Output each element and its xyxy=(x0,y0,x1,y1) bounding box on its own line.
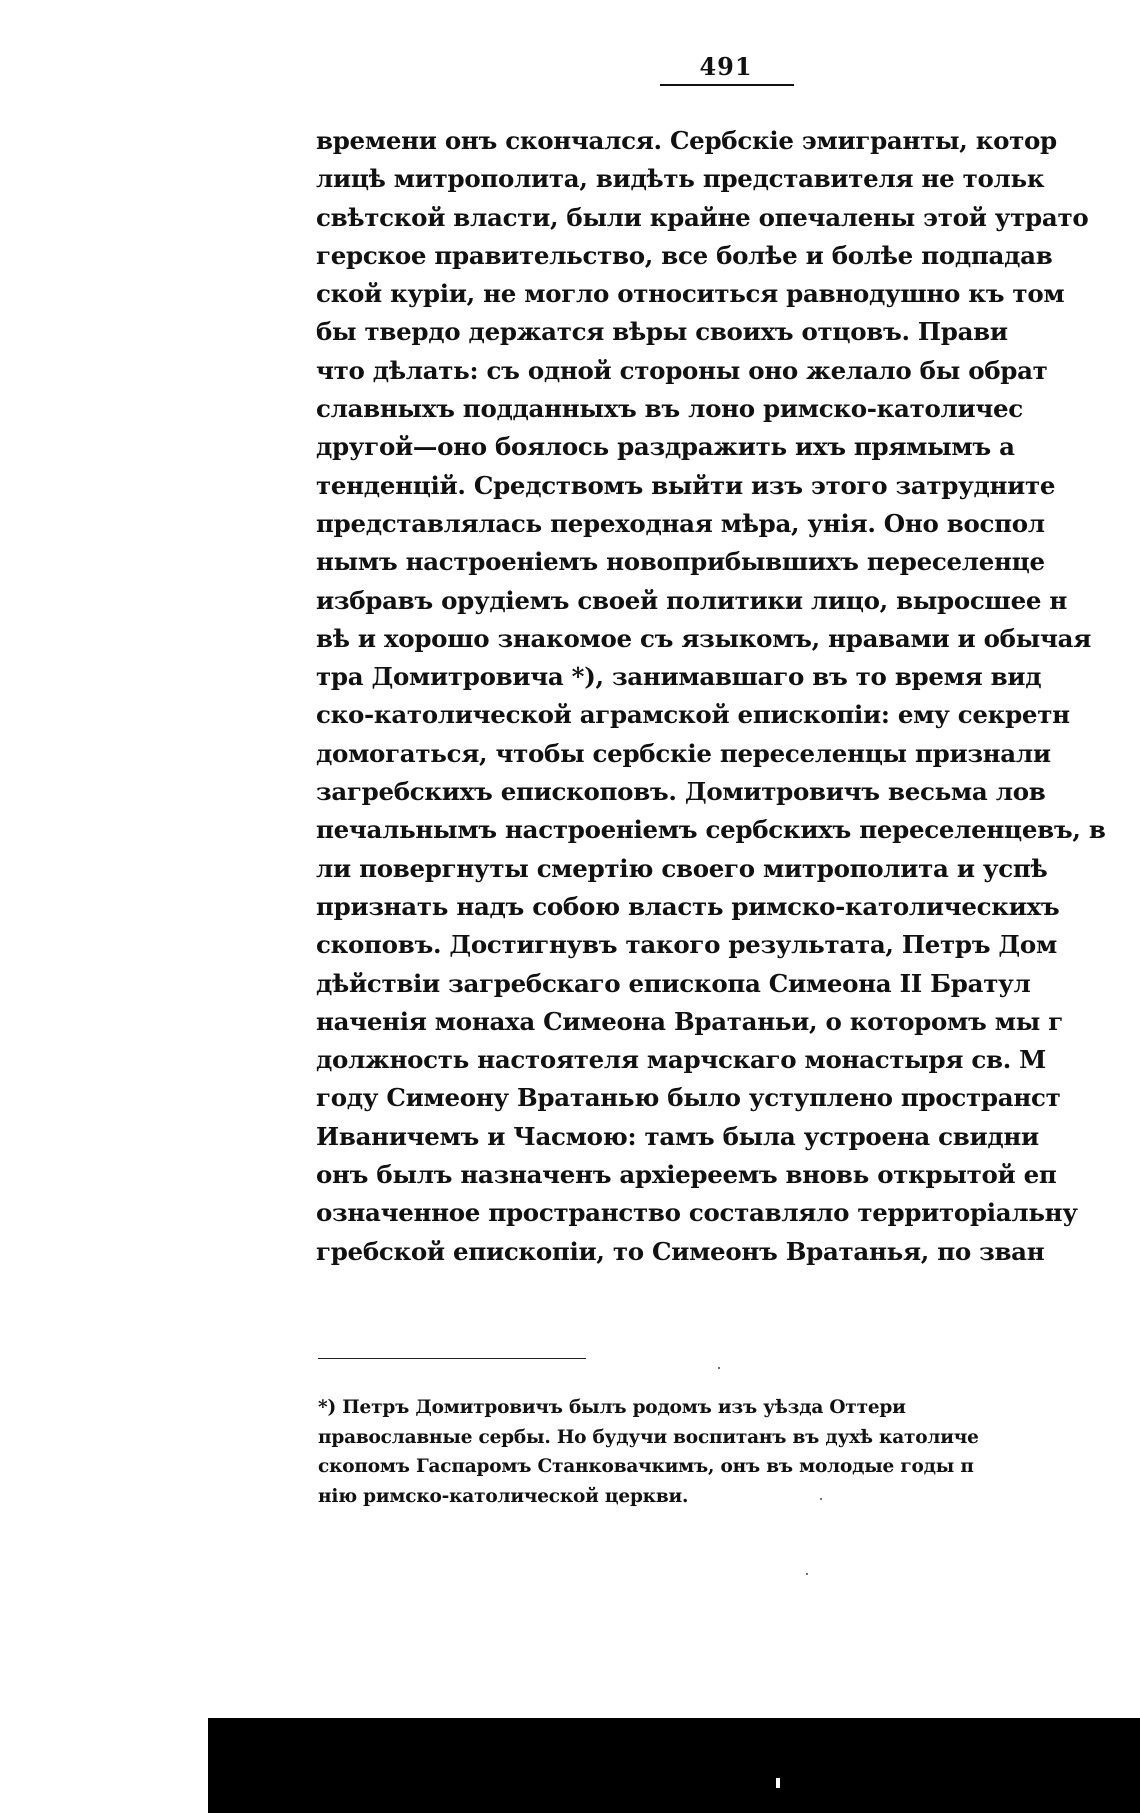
text-line: ской куріи, не могло относиться равнодушно къ том xyxy=(316,279,1065,309)
text-line: ли повергнуты смертію своего митрополита и успѣ xyxy=(316,853,1048,883)
text-line: другой—оно боялось раздражить ихъ прямымъ а xyxy=(316,432,1015,462)
page-number: 491 xyxy=(699,52,753,81)
scan-dust-speck xyxy=(820,1498,822,1500)
scan-dark-edge xyxy=(208,1718,1140,1813)
text-line: признать надъ собою власть римско-католическихъ xyxy=(316,891,1060,921)
page-number-underline xyxy=(660,84,794,86)
footnote-line: *) Петръ Домитровичъ былъ родомъ изъ уѣзда Оттери xyxy=(318,1397,906,1418)
text-line: онъ былъ назначенъ архіереемъ вновь открытой еп xyxy=(316,1160,1057,1190)
text-line: печальнымъ настроеніемъ сербскихъ переселенцевъ, в xyxy=(316,815,1106,845)
text-line: что дѣлать: съ одной стороны оно желало бы обрат xyxy=(316,355,1048,385)
text-line: тенденцій. Средствомъ выйти изъ этого затрудните xyxy=(316,470,1056,500)
text-line: Иваничемъ и Часмою: тамъ была устроена свидни xyxy=(316,1121,1039,1151)
text-line: тра Домитровича *), занимавшаго въ то время вид xyxy=(316,662,1042,692)
text-line: герское правительство, все болѣе и болѣе подпадав xyxy=(316,240,1053,270)
footnote-line: православные сербы. Но будучи воспитанъ въ духѣ католиче xyxy=(318,1426,979,1448)
scan-dust-speck xyxy=(718,1367,720,1369)
text-line: домогаться, чтобы сербскіе переселенцы признали xyxy=(316,738,1051,768)
text-line: загребскихъ епископовъ. Домитровичъ весьма лов xyxy=(316,777,1046,807)
main-text-block xyxy=(316,122,1106,1332)
text-line: времени онъ скончался. Сербскіе эмигранты, котор xyxy=(316,126,1057,155)
text-line: должность настоятеля марчскаго монастыря св. М xyxy=(316,1045,1046,1075)
text-line: ско-католической аграмской епископіи: ему секретн xyxy=(316,700,1070,730)
text-line: бы твердо держатся вѣры своихъ отцовъ. Прави xyxy=(316,317,1008,347)
text-line: вѣ и хорошо знакомое съ языкомъ, нравами и обычая xyxy=(316,623,1091,653)
scan-dust-speck xyxy=(806,1573,808,1575)
text-line: свѣтской власти, были крайне опечалены этой утрато xyxy=(316,202,1089,232)
text-line: нымъ настроеніемъ новоприбывшихъ переселенце xyxy=(316,547,1045,577)
text-line: означенное пространство составляло территоріальну xyxy=(316,1198,1078,1228)
text-line: лицѣ митрополита, видѣть представителя не тольк xyxy=(316,164,1045,194)
text-line: скоповъ. Достигнувъ такого результата, Петръ Дом xyxy=(316,930,1057,960)
text-line: избравъ орудіемъ своей политики лицо, выросшее н xyxy=(316,585,1068,615)
scan-light-speck xyxy=(776,1778,780,1788)
footnote-line: скопомъ Гаспаромъ Станковачкимъ, онъ въ молодые годы п xyxy=(318,1456,974,1477)
footnote-separator xyxy=(318,1358,586,1359)
footnote-block xyxy=(318,1393,979,1511)
footnote-line: нію римско-католической церкви. xyxy=(318,1485,689,1507)
text-line: наченія монаха Симеона Вратаньи, о которомъ мы г xyxy=(316,1006,1063,1036)
text-line: дѣйствіи загребскаго епископа Симеона II Братул xyxy=(316,968,1031,998)
text-line: представлялась переходная мѣра, унія. Оно воспол xyxy=(316,508,1045,538)
text-line: гребской епископіи, то Симеонъ Вратанья, по зван xyxy=(316,1236,1045,1266)
text-line: славныхъ подданныхъ въ лоно римско-католичес xyxy=(316,394,1023,424)
text-line: году Симеону Вратанью было уступлено пространст xyxy=(316,1083,1061,1113)
